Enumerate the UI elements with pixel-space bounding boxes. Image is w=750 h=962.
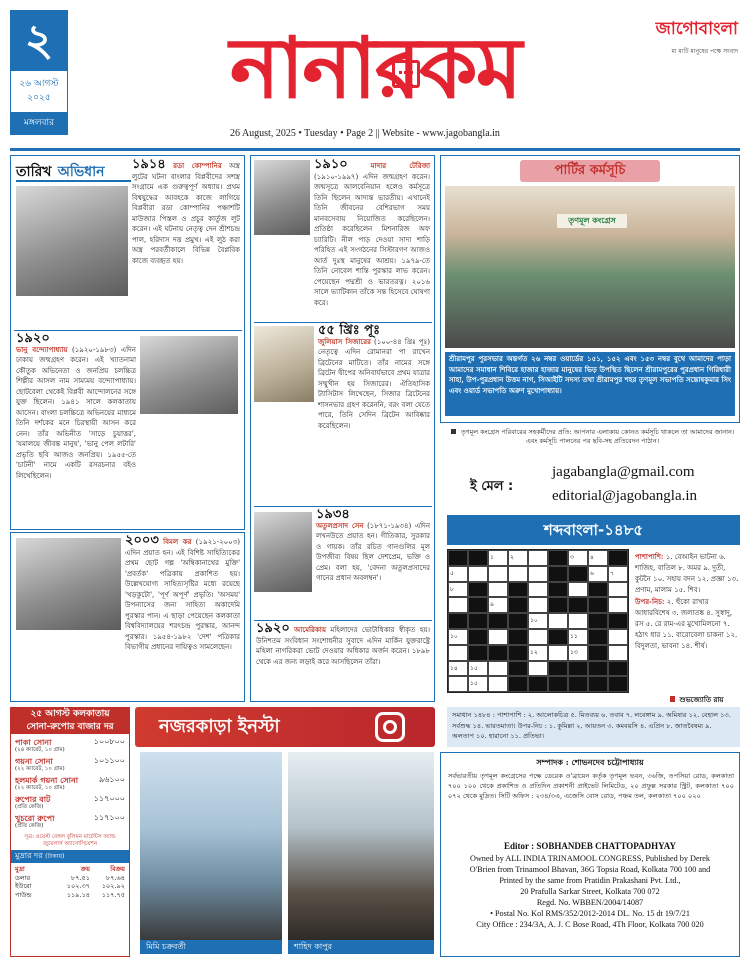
entry-1914-lead: রডা কোম্পানির	[173, 161, 222, 170]
tarikh-title-b: অভিধান	[57, 164, 105, 180]
solution-text: সমাধান ১৪৮৪ : পাশাপাশি : ২. আলোকচিত্র ৫. মিতব্যয় ৬. তবাব ৭. লবেঙ্গাম ৯. অমিষার ১২. বেহাল ১৩. সর্বশুদ্ধ ১৪. ভারতমাতা। উপর-নিচ : ১. কুমিল্লা ২. আয়তন ৩. কমবয়সি ৪. এপ্রিন ৮. জাতবৈষম্য ৯. অলতাপ ১০. হারানো ১১. প্রতিভা।	[452, 711, 731, 740]
crossword-block	[588, 645, 608, 661]
rodda-company-photo	[16, 186, 128, 296]
currency-cell: ক্রয়	[80, 865, 90, 873]
page-day: মঙ্গলবার	[11, 112, 67, 134]
gold-note: (২৪ ক্যারেট, ১০ গ্রাম)	[15, 747, 65, 753]
down-head: উপর-নিচ:	[635, 597, 665, 606]
entry-1934-lead: অতুলপ্রসাদ সেন	[316, 520, 364, 530]
caption-right: শাহিদ কাপুর	[288, 940, 434, 954]
instagram-icon	[375, 712, 405, 742]
crossword-block	[548, 597, 568, 613]
bimal-kar-photo	[16, 538, 121, 630]
crossword-block	[448, 550, 468, 566]
entry-1910	[314, 157, 430, 307]
crossword-block	[468, 597, 488, 613]
currency-header-row	[15, 865, 125, 874]
entry-55bc-text: নেতৃত্বে এদিন রোমানরা পা রাখেন ব্রিটেনের মাটিতে। তাঁর নামের সঙ্গে ব্রিটেন দ্বীপের অনিবার্যভাবে প্রথম যাত্রার সম্মুখীন হয় সিজারের। ঐতিহাসিক ট্যাসিটাস লিখেছেন, সিজার ব্রিটেনের শাসনভার গ্রহণ করেননি, বরং বলা যেতে পারে, তিনি সেদিন ব্রিটেন আবিষ্কার করেছিলেন।	[318, 348, 430, 430]
crossword-block	[508, 613, 528, 629]
masthead-subline: 26 August, 2025 • Tuesday • Page 2 || Website - www.jagobangla.in	[230, 128, 500, 139]
gold-price-row	[15, 794, 125, 811]
insta-banner	[135, 707, 435, 747]
imprint-line-7: City Office : 234/3A, A. J. C Bose Road, 4Th Floor, Kolkata 700 020	[476, 920, 704, 929]
entry-1920b-text: মহিলাদের ভোটাধিকার স্বীকৃত হয়। উনিশতম সংবিধান সংশোধনীর সুবাদে এদিন মার্কিন যুক্তরাষ্ট্রে মহিলা নাগরিকরা ভোট দেওয়ার অধিকার অর্জন করেন। ১৮৯৮ থেকে এর জন্য লড়াই করে আসছিলেন তাঁরা।	[256, 626, 430, 666]
currency-row	[15, 882, 125, 891]
gold-label: গয়না সোনা	[15, 756, 53, 766]
gold-note: (প্রতি কেজি)	[15, 823, 44, 829]
author-name: শুভজ্যোতি রায়	[679, 695, 724, 704]
entry-1920b-lead: আমেরিকায়	[294, 625, 326, 634]
gold-label: হলমার্ক গয়না সোনা	[15, 775, 79, 785]
imprint-en	[445, 840, 735, 930]
crossword-cell: ১	[488, 550, 508, 566]
gold-header-line2: সোনা-রুপোর বাজার দর	[26, 722, 114, 732]
crossword-cell	[568, 613, 588, 629]
imprint-line-3: Printed by the same from Pratidin Prakashani Pvt. Ltd.,	[499, 876, 681, 885]
top-rule	[10, 148, 740, 151]
gold-price-row	[15, 775, 125, 792]
crossword-block	[468, 629, 488, 645]
currency-cell: ১১৯.১৪	[66, 890, 90, 899]
gold-price: ১১৭০০০	[93, 794, 125, 803]
crossword-cell	[528, 597, 548, 613]
entry-1934-dates: (১৮৭১-১৯৩৪)	[367, 521, 412, 530]
crossword-cell	[528, 629, 548, 645]
entry-2003	[125, 533, 241, 698]
crossword-cell: ৭	[608, 566, 628, 582]
email-block	[470, 462, 740, 518]
currency-cell: ১০২.৯২	[101, 882, 125, 890]
crossword-cell	[608, 645, 628, 661]
crossword-cell	[448, 645, 468, 661]
crossword-cell	[488, 676, 508, 692]
gold-price: ১০০৮০০	[93, 737, 125, 746]
bhanu-photo	[140, 336, 238, 414]
crossword-block	[528, 676, 548, 692]
insta-title: নজরকাড়া ইনস্টা	[159, 716, 280, 737]
crossword-block	[588, 661, 608, 677]
crossword-cell	[608, 597, 628, 613]
entry-1934-text: এদিন লখনউতে প্রয়াত হন। গীতিকার, সুরকার ও গায়ক। তাঁর রচিত গানগুলির মূল উপজীব্য বিষয় ছিল দেশপ্রেম, ভক্তি ও প্রেম। বলা হয়, 'বেদনা অতুলপ্রসাদের গানের প্রধান অবলম্বন'।	[316, 521, 430, 582]
crossword-cell: ২	[508, 550, 528, 566]
currency-cell: ৮৭.৫১	[71, 873, 90, 882]
entry-1920b-year: ১৯২০	[256, 621, 290, 636]
crossword-cell	[488, 566, 508, 582]
currency-cell: ডলার	[15, 873, 31, 882]
entry-55bc	[318, 323, 430, 476]
currency-unit: (টাকায়)	[45, 853, 65, 860]
mother-teresa-photo	[254, 160, 310, 235]
crossword-cell: ৬	[588, 566, 608, 582]
crossword-cell	[528, 550, 548, 566]
crossword-block	[568, 597, 588, 613]
entry-1920b	[256, 621, 430, 698]
crossword-cell	[568, 582, 588, 598]
crossword-block	[508, 661, 528, 677]
crossword-block	[548, 661, 568, 677]
currency-cell: ১১৭.৭৫	[101, 890, 125, 899]
gold-label: রুপোর বাট	[15, 794, 51, 804]
entry-1920-year: ১৯২০	[16, 331, 50, 346]
email-address-2[interactable]: editorial@jagobangla.in	[552, 488, 698, 504]
crossword-block	[608, 661, 628, 677]
entry-1934-year: ১৯৩৪	[316, 507, 350, 522]
entry-1934	[316, 507, 430, 616]
currency-cell: ১০২.৩৭	[66, 882, 90, 890]
party-note-text: তৃণমূল কংগ্রেস পরিবারের সহকর্মীদের প্রতি: আপনার এলাকায় কোনও কর্মসূচি থাকলে তা আমাদের জানান। এবং কর্মসূচি পালনের পর ছবি-সহ প্রতিবেদন পাঠান।	[460, 428, 735, 445]
entry-2003-lead: বিমল কর	[163, 537, 192, 546]
crossword-cell: ১৪	[448, 661, 468, 677]
currency-row	[15, 874, 125, 883]
currency-cell: ইউরো	[15, 882, 32, 890]
gold-header	[11, 708, 129, 734]
crossword-cell: ১০	[448, 629, 468, 645]
party-event-photo	[445, 186, 735, 348]
gold-price-box	[10, 707, 130, 957]
gold-label: খুচরো রুপো	[15, 813, 55, 823]
gold-header-line1: ২৫ আগস্ট কলকাতায়	[30, 709, 110, 719]
imprint-line-2: O'Brien from Trinamool Bhavan, 36G Topsia Road, Kolkata 700 100 and	[469, 865, 711, 874]
imprint-editor-en: Editor : SOBHANDEB CHATTOPADHYAY	[504, 841, 676, 851]
crossword-cell	[448, 597, 468, 613]
crossword-cell	[608, 629, 628, 645]
currency-table	[11, 863, 129, 901]
crossword-cell	[488, 582, 508, 598]
email-label: ই মেল :	[470, 479, 514, 494]
crossword-block	[588, 597, 608, 613]
imprint-line-5: Regd. No. WBBEN/2004/14087	[536, 898, 644, 907]
crossword-block	[508, 676, 528, 692]
shahid-photo	[288, 752, 434, 940]
crossword-title: শব্দবাংলা-১৪৮৫	[447, 515, 740, 545]
crossword-block	[508, 582, 528, 598]
entry-1920	[16, 331, 136, 524]
entry-1920-dates: (১৯২০-১৯৮৩)	[72, 345, 117, 354]
entry-55bc-year: ৫৫ খ্রিঃ পূঃ	[318, 323, 380, 338]
crossword-cell	[548, 645, 568, 661]
crossword-block	[548, 629, 568, 645]
julius-caesar-photo	[254, 326, 314, 402]
entry-55bc-dates: (১০০-৪৪ খ্রিঃ পূঃ)	[373, 337, 430, 346]
crossword-cell: ৩	[568, 550, 588, 566]
gold-label: পাকা সোনা	[15, 737, 52, 747]
gold-price-row	[15, 737, 125, 754]
crossword-cell: ৯	[488, 597, 508, 613]
crossword-block	[548, 550, 568, 566]
tarikh-title-a: তারিখ	[16, 164, 52, 180]
imprint-bn: সর্বভারতীয় তৃণমূল কংগ্রেসের পক্ষে ডেরেক ও'ব্রায়েন কর্তৃক তৃণমূল ভবন, ৩৬জি, তপসিয়া রোড, কলকাতা ৭০০ ১০০ থেকে প্রকাশিত ও প্রতিদিন প্রকাশনী প্রাইভেট লিমিটেড, ২০ প্রফুল্ল সরকার স্ট্রিট, কলকাতা ৭০০ ০৭২ থেকে মুদ্রিত। সিটি অফিস : ২৩৪/৩এ, এজেসি বোস রোড, পঞ্চম তল, কলকাতা ৭০০ ০২০	[448, 772, 734, 800]
crossword-cell	[468, 566, 488, 582]
crossword-block	[508, 597, 528, 613]
across-clues: ১. বেআইন ভাটনা ৬. শাজিহ, বাতিল ৮. অমর ৯. দুতী, কুটনৈ ১০. সহায় বদন ১২. প্রজ্ঞা ১৩. প্রণাম, মালাম ১৫. শিব।	[635, 553, 739, 594]
email-address-1[interactable]: jagabangla@gmail.com	[552, 464, 695, 480]
crossword-cell: ১৩	[568, 645, 588, 661]
crossword-block	[588, 582, 608, 598]
entry-2003-dates: (১৯২১-২০০৩)	[195, 538, 241, 546]
crossword-cell	[548, 613, 568, 629]
entry-1914	[132, 157, 240, 328]
crossword-author	[670, 694, 740, 706]
crossword-cell: ৫	[448, 566, 468, 582]
entry-1914-year: ১৯১৪	[132, 157, 166, 172]
party-note	[445, 428, 740, 452]
crossword-cell	[528, 566, 548, 582]
crossword-block	[588, 629, 608, 645]
entry-1914-text: অস্ত্র লুটের ঘটনা বাংলার বিপ্লবীদের সশস্ত্র সংগ্রামে এক গুরুত্বপূর্ণ অধ্যায়। প্রথম বিশ্বযুদ্ধের আবহকে কাজে লাগিয়ে বিপ্লবীরা রডা কোম্পানির পঞ্চাশটি মাউজার পিস্তল ও প্রচুর কার্তুজ লুট করেন। এই ঘটনায় নেতৃত্ব দেন শ্রীশচন্দ্র পাল, হরিদাস দত্ত প্রমুখ। এই লুঠ করা অস্ত্র পরবর্তীকালে বিভিন্ন বৈপ্লবিক কাজে ব্যবহৃত হয়।	[132, 162, 240, 265]
across-head: পাশাপাশি:	[635, 552, 664, 561]
crossword-block	[588, 676, 608, 692]
currency-cell: মুদ্রা	[15, 865, 25, 873]
crossword-block	[588, 613, 608, 629]
gold-note: (২২ ক্যারেট, ১০ গ্রাম)	[15, 785, 65, 791]
currency-cell: ৮৭.৬৪	[106, 873, 125, 882]
gold-note: (২২ ক্যারেট, ১০ গ্রাম)	[15, 766, 65, 772]
crossword-block	[568, 661, 588, 677]
tarikh-header	[16, 160, 131, 182]
crossword-block	[548, 566, 568, 582]
crossword-block	[608, 613, 628, 629]
entry-1920-text: এদিন ঢাকায় জন্মগ্রহণ করেন। এই খ্যাতনামা কৌতুক অভিনেতা ও জনপ্রিয় চলচ্চিত্র শিল্পীর আসল নাম সাম্যময় বন্দ্যোপাধ্যায়। ছোটবেলা থেকেই বিপ্লবী আন্দোলনের সঙ্গে যুক্ত ছিলেন। ১৯৪১ সালে কলকাতায় আসেন। বাংলা চলচ্চিত্রে অভিনয়ের মাধ্যমে তিনি দর্শকের মনে চিরস্থায়ী আসন করে নেন। তাঁর অভিনীত 'সাড়ে চুয়াত্তর', 'যমালয়ে জীবন্ত মানুষ', 'ভানু পেল লটারি' প্রভৃতি ছবি আজও জনপ্রিয়। ১৯৫৫-তে 'চাটনী' নামে একটি রসরচনার বইও লিখেছিলেন।	[16, 345, 136, 480]
gold-rows	[11, 734, 129, 830]
crossword-block	[548, 676, 568, 692]
entry-1910-year: ১৯১০	[314, 157, 348, 172]
imprint-line-4: 20 Prafulla Sarkar Street, Kolkata 700 072	[520, 887, 660, 896]
entry-1910-text: এদিন জন্মগ্রহণ করেন। জন্মসূত্রে আলবেনিয়ান হলেও কর্মসূত্রে তিনি ছিলেন আদ্যন্ত ভারতীয়। এখানেই তিনি জীবনের বেশিরভাগ সময় মানবসেবায় নিয়োজিত করেছিলেন। প্রতিষ্ঠা করেছিলেন মিশনারিজ অফ চ্যারিটি। নীল পাড় দেওয়া সাদা শাড়ি পরিহিত এই সংগঠনের সিস্টারগণ আজও আর্ত দুঃস্থ মানুষের আশ্রয়। ১৯৭৯-তে তিনি নোবেল শান্তি পুরস্কার লাভ করেন। পেয়েছেন পদ্মশ্রী ও ভারতরত্ন। ২০১৬ সালে ভ্যাটিকান তাঁকে সন্ত হিসেবে ঘোষণা করে।	[314, 172, 430, 307]
crossword-block	[568, 676, 588, 692]
gold-price: ১০১১০০	[93, 756, 125, 765]
crossword-cell	[488, 661, 508, 677]
gold-price-row	[15, 756, 125, 773]
section-title: নানারকম	[229, 19, 521, 117]
crossword-grid	[447, 549, 629, 693]
crossword-cell	[528, 582, 548, 598]
page-date: ২৬ আগস্ট ২০২৫	[19, 79, 59, 103]
caption-left: মিমি চক্রবর্তী	[140, 940, 282, 954]
crossword-block	[488, 613, 508, 629]
entry-1910-dates: (১৯১০-১৯৯৭)	[314, 172, 359, 181]
brand-logo	[618, 16, 738, 57]
imprint-line-1: Owned by ALL INDIA TRINAMOOL CONGRESS, Published by Derek	[469, 854, 711, 863]
party-caption: শ্রীরামপুর পুরসভার অন্তর্গত ২৬ নম্বর ওয়ার্ডের ১৫১, ১৫২ এবং ১৫৩ নম্বর বুথে আমাদের পাড়া আমাদের সমাধান শিবিরে হাজার হাজার মানুষের ভিড় উপস্থিত ছিলেন শ্রীরামপুরের পুরপ্রধান গিরিধারী সাহা, উপ-পুরপ্রধান উত্তম নাগ, সিআইটি সদস্য তথা শ্রীরামপুর শহর তৃণমূল সভাপতি সন্তোষকুমার সিং এবং ওয়ার্ড সভাপতি অরুণ মুখোপাধ্যায়।	[445, 352, 735, 416]
gold-note: (প্রতি কেজি)	[15, 804, 44, 810]
currency-row	[15, 891, 125, 900]
crossword-block	[468, 613, 488, 629]
atulprasad-photo	[254, 512, 312, 592]
party-title: পার্টির কর্মসূচি	[520, 160, 660, 182]
note-bullet-icon	[451, 429, 456, 434]
entry-2003-year: ২০০৩	[125, 533, 159, 548]
currency-cell: পাউন্ড	[15, 890, 32, 899]
gold-source: সূত্র: ওয়েস্ট বেঙ্গল বুলিয়ন মার্চেন্টস অ্যান্ড জুয়েলার্স অ্যাসোসিয়েশন	[24, 834, 116, 847]
entry-1920-lead: ভানু বন্দ্যোপাধ্যায়	[16, 344, 68, 354]
crossword-block	[568, 566, 588, 582]
crossword-cell: ১১	[568, 629, 588, 645]
brand-tagline: মা মাটি মানুষের পক্ষে সংবাদ	[671, 48, 738, 55]
crossword-block	[468, 645, 488, 661]
crossword-solution	[447, 707, 740, 747]
currency-header	[11, 850, 129, 863]
crossword-cell: ৪	[588, 550, 608, 566]
crossword-block	[508, 645, 528, 661]
currency-cell: বিক্রয়	[110, 865, 125, 873]
crossword-cell	[528, 661, 548, 677]
crossword-block	[468, 550, 488, 566]
calendar-icon	[392, 60, 420, 88]
down-clues: ২. হুঁকো রাখার আধারবিশেষ ৩. জলাতঙ্ক ৪. সুস্বাদু, রস ৫. রে রাম-এর মুখোমিলনো ৭. হঠাৎ ধার ১১. বারোবেলা চাকনা ১২. বিদুলতা, ভাবনা ১৪. শীর্ষ।	[635, 598, 738, 650]
crossword-cell: ৮	[448, 582, 468, 598]
entry-55bc-lead: জুলিয়াস সিজারের	[318, 336, 371, 346]
author-marker-icon	[670, 696, 675, 702]
crossword-block	[608, 676, 628, 692]
party-banner-text: তৃণমূল কংগ্রেস	[557, 214, 627, 228]
crossword-cell: ১৫	[468, 676, 488, 692]
crossword-block	[488, 645, 508, 661]
imprint-line-6: • Postal No. Kol RMS/352/2012-2014 DL. No. 15 dt 19/7/21	[490, 909, 690, 918]
crossword-cell: ১৫	[468, 661, 488, 677]
page-number: ২	[11, 11, 67, 71]
entry-2003-text: এদিন প্রয়াত হন। এই বিশিষ্ট সাহিত্যিকের প্রথম ছোট গল্প 'অম্বিকানাথের মুক্তি' 'প্রবর্তক' পত্রিকায় প্রকাশিত হয়। উল্লেখযোগ্য সাহিত্যসৃষ্টির মধ্যে রয়েছে 'খড়কুটো', 'পূর্ণ অপূর্ণ' প্রভৃতি। 'অসময়' উপন্যাসের জন্য সাহিত্য অকাদেমি পুরস্কার পান। এ ছাড়া পেয়েছেন কলকাতা বিশ্ববিদ্যালয়ের শরৎচন্দ্র পুরস্কার, আনন্দ পুরস্কার। ১৯৫৪-১৯৮২ 'দেশ' পত্রিকার বিভাগীয় প্রধানের দায়িত্বও সামলেছেন।	[125, 548, 240, 651]
crossword-block	[468, 582, 488, 598]
crossword-cell: ১২	[528, 645, 548, 661]
crossword-clues	[635, 551, 741, 691]
currency-title: মুদ্রার দর	[15, 851, 43, 860]
crossword-block	[548, 582, 568, 598]
page-number-box	[10, 10, 68, 135]
crossword-cell	[488, 629, 508, 645]
crossword-cell	[608, 582, 628, 598]
crossword-cell: ১০	[528, 613, 548, 629]
crossword-block	[508, 629, 528, 645]
brand-name: জাগোবাংলা	[655, 19, 738, 39]
gold-price: ৯৬১০০	[99, 775, 125, 784]
crossword-block	[608, 550, 628, 566]
imprint-editor-bn: সম্পাদক : শোভনদেব চট্টোপাধ্যায়	[536, 757, 644, 767]
mimi-photo	[140, 752, 282, 940]
crossword-block	[448, 613, 468, 629]
crossword-cell	[508, 566, 528, 582]
gold-price: ১১৭১০০	[93, 813, 125, 822]
entry-1910-lead: মাদার টেরিজা	[370, 161, 430, 170]
gold-price-row	[15, 813, 125, 830]
crossword-cell	[448, 676, 468, 692]
